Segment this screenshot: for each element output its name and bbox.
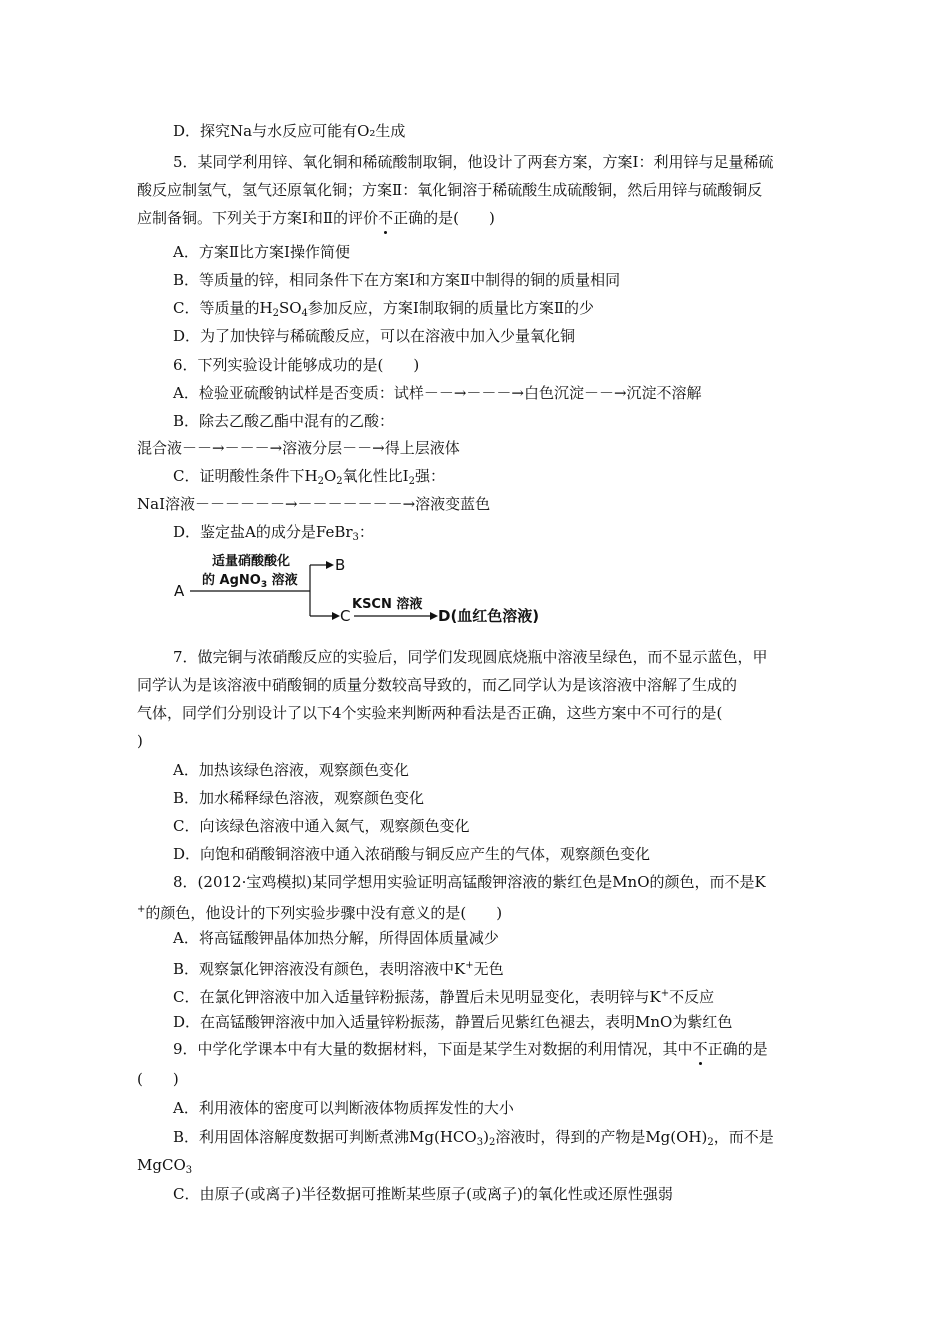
q9b-sub: 3	[476, 1137, 484, 1148]
q7-stem-line3: 气体，同学们分别设计了以下4个实验来判断两种看法是否正确，这些方案中不可行的是(	[137, 704, 723, 722]
q5c-sub: 2	[272, 308, 279, 319]
q5-option-c	[173, 298, 594, 324]
q5c-text: SO	[278, 299, 302, 317]
q9-option-c: C．由原子(或离子)半径数据可推断某些原子(或离子)的氧化性或还原性强弱	[173, 1185, 673, 1203]
q7-option-a: A．加热该绿色溶液，观察颜色变化	[173, 761, 409, 779]
q7-stem-line1: 7．做完铜与浓硝酸反应的实验后，同学们发现圆底烧瓶中溶液呈绿色，而不显示蓝色，甲	[173, 648, 768, 666]
q5-option-a: A．方案Ⅱ比方案Ⅰ操作简便	[173, 243, 350, 261]
q6c-text: O	[323, 467, 337, 485]
q8-option-a: A．将高锰酸钾晶体加热分解，所得固体质量减少	[173, 929, 499, 947]
q5-stem-line1: 5．某同学利用锌、氧化铜和稀硫酸制取铜，他设计了两套方案，方案Ⅰ：利用锌与足量稀硫	[173, 153, 774, 171]
q7-stem-line2: 同学认为是该溶液中硝酸铜的质量分数较高导致的，而乙同学认为是该溶液中溶解了生成的	[137, 676, 738, 694]
q6-stem: 6．下列实验设计能够成功的是( )	[173, 356, 420, 374]
q5c-text: C．等质量的H	[173, 299, 273, 317]
q9b-sub: 3	[185, 1165, 193, 1176]
diagram-reagent-bottom: KSCN 溶液	[352, 597, 423, 612]
diagram-kscn-arrowhead	[430, 612, 438, 620]
q4-option-d: D．探究Na与水反应可能有O₂生成	[173, 122, 406, 140]
q8-stem-line1: 8．(2012·宝鸡模拟)某同学想用实验证明高锰酸钾溶液的紫红色是MnO的颜色，而不是K	[173, 873, 766, 891]
q6d-text: ：	[358, 523, 374, 541]
diagram-reagent-text: 的 AgNO	[202, 573, 261, 588]
q9b-text: 溶液时，得到的产物是Mg(OH)	[495, 1128, 708, 1146]
q5-option-b: B．等质量的锌，相同条件下在方案Ⅰ和方案Ⅱ中制得的铜的质量相同	[173, 271, 621, 289]
q9-emphasis-mark: 不	[692, 1040, 708, 1058]
q8-option-d: D．在高锰酸钾溶液中加入适量锌粉振荡，静置后见紫红色褪去，表明MnO为紫红色	[173, 1013, 733, 1031]
diagram-product-b: B	[335, 556, 346, 574]
q7-option-b: B．加水稀释绿色溶液，观察颜色变化	[173, 789, 425, 807]
q9-option-b-line2	[137, 1155, 192, 1181]
diagram-reagent-top-line1: 适量硝酸酸化	[212, 554, 291, 569]
q9b-sub: 2	[707, 1137, 714, 1148]
q6c-sub: 2	[317, 476, 324, 487]
q6c-sub: 2	[408, 476, 415, 487]
q6d-sub: 3	[352, 532, 359, 543]
q9b-sub: 2	[488, 1137, 496, 1148]
q8b-text: 无色	[473, 960, 504, 978]
q8c-text: 不反应	[669, 988, 715, 1006]
q8-option-c	[173, 984, 714, 1007]
q8-sup: +	[137, 904, 146, 915]
q7-stem-line4: )	[137, 732, 143, 750]
q9b-text: MgCO	[137, 1156, 186, 1174]
diagram-reagent-text: 溶液	[267, 573, 298, 588]
q9-stem-line1	[173, 1039, 768, 1059]
q6-option-b: B．除去乙酸乙酯中混有的乙酸：	[173, 412, 395, 430]
diagram-reagent-top-line2	[202, 572, 298, 590]
q8-option-b	[173, 956, 504, 979]
q8b-sup: +	[465, 960, 474, 971]
q6c-text: C．证明酸性条件下H	[173, 467, 318, 485]
q9b-text: )	[483, 1128, 489, 1146]
q6-option-c-flow: NaI溶液－－－－－－→－－－－－－－→溶液变蓝色	[137, 495, 491, 513]
q9-text: 9．中学化学课本中有大量的数据材料，下面是某学生对数据的利用情况，其中	[173, 1040, 693, 1058]
q6d-text: D．鉴定盐A的成分是FeBr	[173, 523, 353, 541]
q9-text: 正确的是	[707, 1040, 768, 1058]
q5-stem-text: 应制备铜。下列关于方案Ⅰ和Ⅱ的评价	[137, 209, 379, 227]
diagram-bottom-arrowhead	[332, 612, 340, 620]
q6-option-a: A．检验亚硫酸钠试样是否变质：试样－－→－－－→白色沉淀－－→沉淀不溶解	[173, 384, 702, 402]
q9-stem-line2: ( )	[137, 1070, 179, 1088]
q5-stem-line3	[137, 208, 495, 228]
q8c-sup: +	[660, 988, 670, 999]
q5-stem-tail: 正确的是( )	[393, 209, 495, 227]
feBr3-identification-flow-diagram	[168, 548, 568, 632]
q5-emphasis-mark: 不	[378, 209, 394, 227]
diagram-reagent-sub: 3	[260, 580, 268, 590]
q6c-text: 氧化性比I	[342, 467, 409, 485]
q5-stem-line2: 酸反应制氢气，氢气还原氧化铜；方案Ⅱ：氧化铜溶于稀硫酸生成硫酸铜，然后用锌与硫酸铜反	[137, 181, 763, 199]
diagram-top-arrowhead	[326, 561, 334, 569]
q9b-text: B．利用固体溶解度数据可判断煮沸Mg(HCO	[173, 1128, 477, 1146]
q9-option-a: A．利用液体的密度可以判断液体物质挥发性的大小	[173, 1099, 514, 1117]
q5c-sub: 4	[301, 308, 308, 319]
q8b-text: B．观察氯化钾溶液没有颜色，表明溶液中K	[173, 960, 466, 978]
q6-option-d	[173, 522, 374, 548]
q6-option-c	[173, 466, 445, 492]
q5-option-d: D．为了加快锌与稀硫酸反应，可以在溶液中加入少量氧化铜	[173, 327, 576, 345]
q6c-text: 强：	[414, 467, 445, 485]
q8-stem-line2	[137, 900, 502, 923]
q8c-text: C．在氯化钾溶液中加入适量锌粉振荡，静置后未见明显变化，表明锌与K	[173, 988, 661, 1006]
q6c-sub: 2	[336, 476, 343, 487]
q7-option-c: C．向该绿色溶液中通入氮气，观察颜色变化	[173, 817, 470, 835]
q5c-text: 参加反应，方案Ⅰ制取铜的质量比方案Ⅱ的少	[307, 299, 595, 317]
diagram-start-a: A	[174, 582, 185, 600]
diagram-product-c: C	[340, 607, 351, 625]
q9b-text: ，而不是	[713, 1128, 774, 1146]
q8-text: 的颜色，他设计的下列实验步骤中没有意义的是( )	[145, 904, 503, 922]
diagram-final-product: D(血红色溶液)	[438, 607, 540, 625]
q9-option-b	[173, 1127, 774, 1153]
q7-option-d: D．向饱和硝酸铜溶液中通入浓硝酸与铜反应产生的气体，观察颜色变化	[173, 845, 651, 863]
q6-option-b-flow: 混合液－－→－－－→溶液分层－－→得上层液体	[137, 439, 460, 457]
